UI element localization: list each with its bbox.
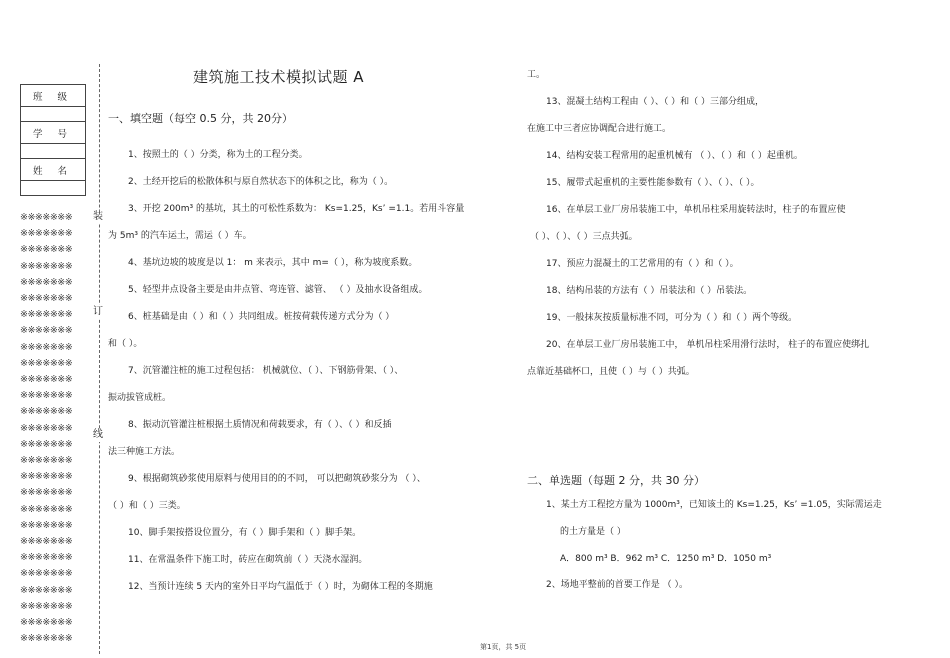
student-info-table: [20, 84, 86, 196]
page-title: 建筑施工技术模拟试题 A: [193, 68, 365, 86]
right-question-line: 14、结构安装工程常用的起重机械有 （ ）、（ ）和（ ）起重机。: [546, 151, 803, 161]
right-question-line: 13、混凝土结构工程由（ ）、（ ）和（ ）三部分组成，: [546, 97, 765, 107]
left-question-line: 12、当预计连续 5 天内的室外日平均气温低于（ ）时，为砌体工程的冬期施: [128, 582, 433, 592]
section-fill-blank-heading: 一、填空题（每空 0.5 分，共 20分）: [108, 112, 293, 125]
class-label: 班 级: [21, 85, 86, 107]
left-question-line: 10、脚手架按搭设位置分，有（ ）脚手架和（ ）脚手架。: [128, 528, 362, 538]
left-question-line: 法三种施工方法。: [108, 447, 181, 457]
single-choice-line: A．800 m³ B．962 m³ C．1250 m³ D．1050 m³: [560, 554, 772, 564]
section-single-choice-heading: 二、单选题（每题 2 分，共 30 分）: [527, 474, 705, 487]
right-question-line: 工。: [527, 70, 546, 80]
single-choice-line: 1、某土方工程挖方量为 1000m³，已知该土的 Ks=1.25，Ks’ =1.05，实际需运走: [546, 500, 882, 510]
page-footer: 第1页，共 5页: [480, 643, 527, 651]
student-name-field: [21, 181, 86, 196]
right-question-line: 在施工中三者应协调配合进行施工。: [527, 124, 672, 134]
binding-mark-ding: 订: [93, 306, 103, 317]
left-question-line: 9、根据砌筑砂浆使用原料与使用目的的不同， 可以把砌筑砂浆分为 （ ）、: [128, 474, 426, 484]
right-question-line: 16、在单层工业厂房吊装施工中，单机吊柱采用旋转法时，柱子的布置应使: [546, 205, 846, 215]
left-question-line: 6、桩基础是由（ ）和（ ）共同组成。桩按荷载传递方式分为（ ）: [128, 312, 395, 322]
single-choice-line: 的土方量是（ ）: [560, 527, 626, 537]
left-question-line: 为 5m³ 的汽车运土，需运（ ）车。: [108, 231, 252, 241]
binding-mark-zhuang: 装: [93, 211, 103, 222]
student-name-label: 姓 名: [21, 159, 86, 181]
class-field: [21, 107, 86, 122]
binding-line: [99, 64, 100, 654]
left-question-line: 振动拔管成桩。: [108, 393, 172, 403]
left-question-line: 3、开挖 200m³ 的基坑，其土的可松性系数为： Ks=1.25，Ks’ =1.1。若用斗容量: [128, 204, 465, 214]
left-question-line: 5、轻型井点设备主要是由井点管、弯连管、滤管、 （ ）及抽水设备组成。: [128, 285, 428, 295]
left-question-line: 1、按照土的（ ）分类，称为土的工程分类。: [128, 150, 308, 160]
student-id-field: [21, 144, 86, 159]
right-question-line: 17、预应力混凝土的工艺常用的有（ ）和（ ）。: [546, 259, 739, 269]
single-choice-line: 2、场地平整前的首要工作是 （ ）。: [546, 580, 688, 590]
binding-mark-xian: 线: [93, 429, 103, 440]
student-id-label: 学 号: [21, 122, 86, 144]
left-question-line: 2、土经开挖后的松散体积与原自然状态下的体积之比，称为（ ）。: [128, 177, 394, 187]
left-question-line: （ ）和（ ）三类。: [108, 501, 186, 511]
right-question-line: （ ）、（ ）、（ ）三点共弧。: [530, 232, 638, 242]
left-question-line: 和（ ）。: [108, 339, 143, 349]
right-question-line: 18、结构吊装的方法有（ ）吊装法和（ ）吊装法。: [546, 286, 753, 296]
right-question-line: 19、一般抹灰按质量标准不同，可分为（ ）和（ ）两个等级。: [546, 313, 798, 323]
left-question-line: 7、沉管灌注桩的施工过程包括： 机械就位、（ ）、下钢筋骨架、（ ）、: [128, 366, 404, 376]
left-question-line: 11、在常温条件下施工时，砖应在砌筑前（ ）天浇水湿润。: [128, 555, 368, 565]
right-question-line: 点靠近基础杯口，且使（ ）与（ ）共弧。: [527, 367, 695, 377]
left-question-line: 8、振动沉管灌注桩根据土质情况和荷载要求，有（ ）、（ ）和反插: [128, 420, 392, 430]
right-question-line: 15、履带式起重机的主要性能参数有（ ）、（ ）、（ ）。: [546, 178, 760, 188]
left-question-line: 4、基坑边坡的坡度是以 1： m 来表示，其中 m=（ ），称为坡度系数。: [128, 258, 418, 268]
star-border: ※※※※※※※ ※※※※※※※ ※※※※※※※ ※※※※※※※ ※※※※※※※ ※※※※※※※ ※※※※※※※ ※※※※※※※ ※※※※※※※ ※※※※※※※ ※※※※※※※ ※※※※※※※ ※※※※※※※ ※※※※※※※ ※※※※※※※ ※※※※※※※ ※※※※※※※ ※※※※※※※ ※※※※※※※ ※※※※※※※ ※※※※※※※ ※※※※※※※ ※※※※※※※ ※※※※※※※ ※※※※※※※ ※※※※※※※ ※※※※※※※: [20, 212, 73, 645]
right-question-line: 20、在单层工业厂房吊装施工中， 单机吊柱采用滑行法时， 柱子的布置应使绑扎: [546, 340, 870, 350]
